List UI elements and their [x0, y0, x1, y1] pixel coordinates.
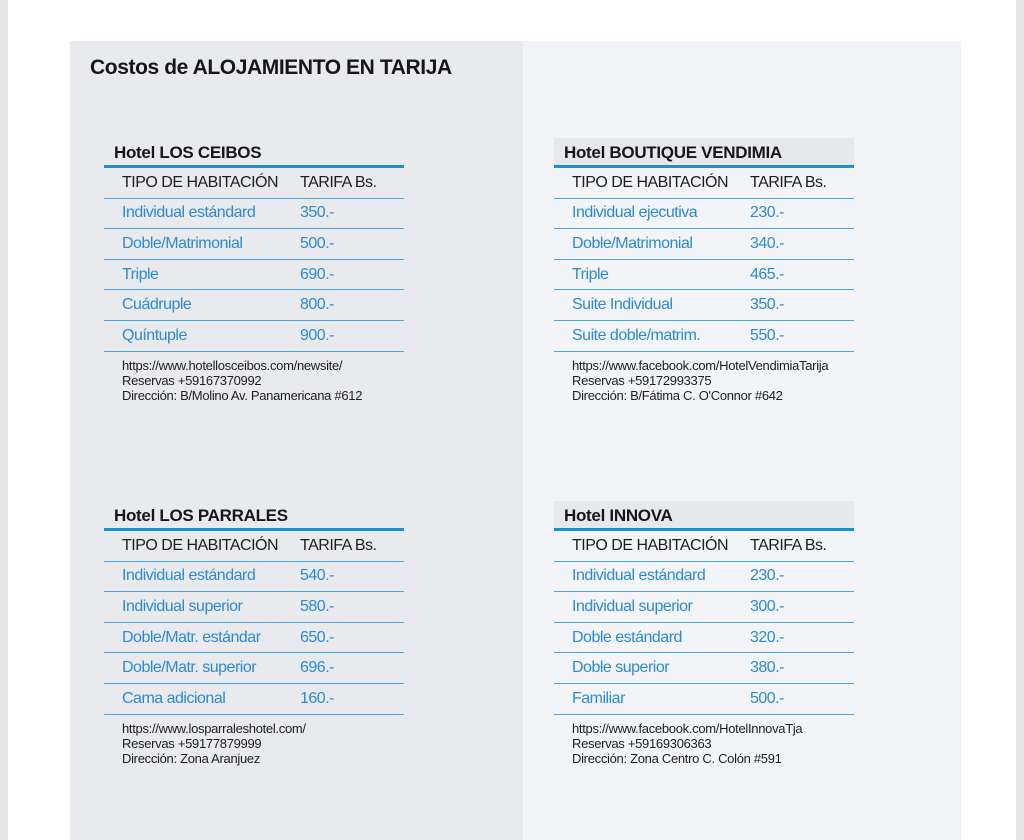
- rate-cell: 690.-: [300, 259, 404, 290]
- table-row: [104, 320, 404, 351]
- hotel-address: Dirección: Zona Centro C. Colón #591: [572, 750, 782, 766]
- hotel-card-los-ceibos: [104, 138, 404, 403]
- room-type-cell: Quíntuple: [104, 320, 300, 351]
- rate-cell: 350.-: [300, 198, 404, 229]
- room-type-cell: Doble/Matrimonial: [104, 229, 300, 260]
- room-type-header: TIPO DE HABITACIÓN: [554, 168, 750, 198]
- rate-cell: 580.-: [300, 592, 404, 623]
- table-row: [554, 622, 854, 653]
- rates-table: [104, 168, 404, 352]
- room-type-cell: Individual estándard: [104, 561, 300, 592]
- rate-header: TARIFA Bs.: [750, 531, 854, 561]
- hotel-card-boutique-vendimia: [554, 138, 854, 403]
- hotel-card-los-parrales: [104, 501, 404, 766]
- rate-cell: 550.-: [750, 320, 854, 351]
- rates-table: [554, 531, 854, 715]
- hotel-address: Dirección: Zona Aranjuez: [122, 750, 261, 766]
- room-type-cell: Triple: [104, 259, 300, 290]
- hotel-reservations: Reservas +59169306363: [572, 735, 712, 751]
- table-row: [104, 622, 404, 653]
- room-type-cell: Individual estándard: [554, 561, 750, 592]
- hotel-website: https://www.hotellosceibos.com/newsite/: [122, 357, 343, 373]
- table-row: [104, 290, 404, 321]
- room-type-cell: Individual superior: [554, 592, 750, 623]
- hotel-info: [554, 358, 854, 403]
- room-type-cell: Familiar: [554, 683, 750, 714]
- room-type-cell: Suite doble/matrim.: [554, 320, 750, 351]
- hotel-address: Dirección: B/Molino Av. Panamericana #612: [122, 387, 363, 403]
- rate-cell: 230.-: [750, 198, 854, 229]
- room-type-cell: Cuádruple: [104, 290, 300, 321]
- hotel-address: Dirección: B/Fátima C. O'Connor #642: [572, 387, 783, 403]
- hotel-info: [104, 721, 404, 766]
- hotel-website: https://www.facebook.com/HotelInnovaTja: [572, 720, 803, 736]
- hotel-info: [104, 358, 404, 403]
- rate-cell: 900.-: [300, 320, 404, 351]
- rate-cell: 380.-: [750, 653, 854, 684]
- hotel-name: Hotel BOUTIQUE VENDIMIA: [554, 138, 854, 168]
- table-row: [554, 320, 854, 351]
- room-type-cell: Doble superior: [554, 653, 750, 684]
- rate-cell: 696.-: [300, 653, 404, 684]
- table-row: [554, 198, 854, 229]
- room-type-cell: Doble estándard: [554, 622, 750, 653]
- rate-cell: 465.-: [750, 259, 854, 290]
- rates-table: [104, 531, 404, 715]
- room-type-header: TIPO DE HABITACIÓN: [554, 531, 750, 561]
- room-type-header: TIPO DE HABITACIÓN: [104, 531, 300, 561]
- page-edge-right: [1016, 0, 1024, 840]
- table-row: [554, 259, 854, 290]
- rate-cell: 230.-: [750, 561, 854, 592]
- room-type-cell: Doble/Matr. estándar: [104, 622, 300, 653]
- hotel-card-innova: [554, 501, 854, 766]
- table-row: [554, 683, 854, 714]
- table-header-row: [554, 168, 854, 198]
- rate-header: TARIFA Bs.: [750, 168, 854, 198]
- hotel-name: Hotel LOS PARRALES: [104, 501, 404, 531]
- room-type-cell: Doble/Matr. superior: [104, 653, 300, 684]
- table-row: [104, 229, 404, 260]
- table-row: [104, 561, 404, 592]
- table-row: [104, 259, 404, 290]
- table-row: [104, 653, 404, 684]
- page-edge-left: [0, 0, 8, 840]
- table-row: [104, 683, 404, 714]
- hotel-name: Hotel LOS CEIBOS: [104, 138, 404, 168]
- rate-cell: 350.-: [750, 290, 854, 321]
- hotel-name: Hotel INNOVA: [554, 501, 854, 531]
- table-row: [104, 198, 404, 229]
- table-row: [554, 290, 854, 321]
- room-type-cell: Suite Individual: [554, 290, 750, 321]
- hotel-reservations: Reservas +59177879999: [122, 735, 262, 751]
- table-row: [104, 592, 404, 623]
- rate-cell: 650.-: [300, 622, 404, 653]
- room-type-header: TIPO DE HABITACIÓN: [104, 168, 300, 198]
- table-header-row: [554, 531, 854, 561]
- hotel-reservations: Reservas +59167370992: [122, 372, 262, 388]
- room-type-cell: Individual estándard: [104, 198, 300, 229]
- rate-header: TARIFA Bs.: [300, 168, 404, 198]
- rate-cell: 500.-: [750, 683, 854, 714]
- room-type-cell: Individual ejecutiva: [554, 198, 750, 229]
- rate-cell: 340.-: [750, 229, 854, 260]
- table-row: [554, 229, 854, 260]
- table-row: [554, 592, 854, 623]
- room-type-cell: Doble/Matrimonial: [554, 229, 750, 260]
- hotel-website: https://www.losparraleshotel.com/: [122, 720, 306, 736]
- rate-header: TARIFA Bs.: [300, 531, 404, 561]
- rates-table: [554, 168, 854, 352]
- rate-cell: 300.-: [750, 592, 854, 623]
- rate-cell: 160.-: [300, 683, 404, 714]
- page-title: Costos de ALOJAMIENTO EN TARIJA: [90, 56, 452, 79]
- table-header-row: [104, 168, 404, 198]
- hotel-info: [554, 721, 854, 766]
- table-row: [554, 653, 854, 684]
- room-type-cell: Cama adicional: [104, 683, 300, 714]
- rate-cell: 500.-: [300, 229, 404, 260]
- rate-cell: 540.-: [300, 561, 404, 592]
- hotel-reservations: Reservas +59172993375: [572, 372, 712, 388]
- table-row: [554, 561, 854, 592]
- room-type-cell: Individual superior: [104, 592, 300, 623]
- table-header-row: [104, 531, 404, 561]
- rate-cell: 800.-: [300, 290, 404, 321]
- room-type-cell: Triple: [554, 259, 750, 290]
- rate-cell: 320.-: [750, 622, 854, 653]
- hotel-website: https://www.facebook.com/HotelVendimiaTarija: [572, 357, 829, 373]
